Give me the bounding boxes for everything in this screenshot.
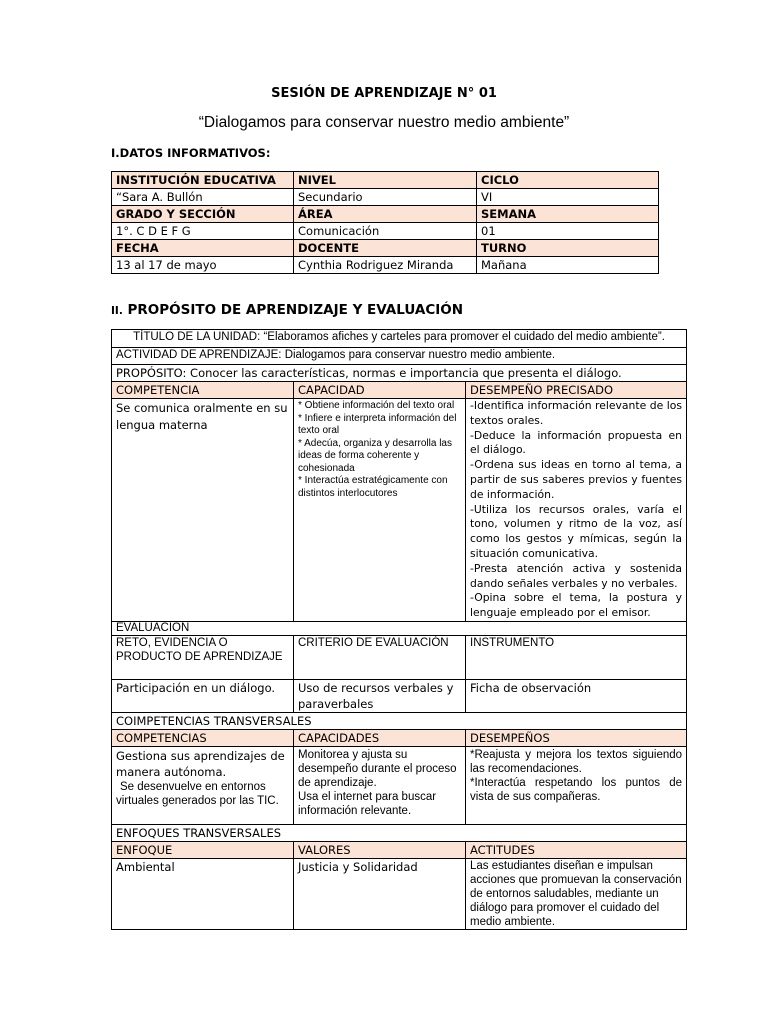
header-cell: INSTITUCIÓN EDUCATIVA: [112, 172, 294, 189]
list-item: *Reajusta y mejora los textos siguiendo las recomendaciones.: [470, 748, 683, 775]
table-row: [112, 348, 687, 365]
table-row: [112, 841, 687, 858]
learning-purpose: PROPÓSITO: Conocer las características, normas e importancia que presenta el diálogo.: [112, 365, 687, 382]
eval-cell: Uso de recursos verbales y paraverbales: [294, 679, 466, 712]
table-cell: Cynthia Rodriguez Miranda: [294, 257, 477, 274]
list-item: Monitorea y ajusta su desempeño durante el proceso de aprendizaje.: [298, 748, 457, 789]
list-item: -Identifica información relevante de los textos orales.: [470, 399, 683, 427]
valores-cell: Justicia y Solidaridad: [294, 858, 466, 929]
table-row: [112, 858, 687, 929]
eval-cell: Participación en un diálogo.: [112, 679, 294, 712]
list-item: Gestiona sus aprendizajes de manera autónoma.: [116, 748, 285, 779]
table-row: [112, 240, 659, 257]
list-item: Usa el internet para buscar información relevante.: [298, 790, 437, 817]
table-cell: 13 al 17 de mayo: [112, 257, 294, 274]
transversales-label: COIMPETENCIAS TRANSVERSALES: [112, 712, 687, 729]
table-row: [112, 824, 687, 841]
header-cell: GRADO Y SECCIÓN: [112, 206, 294, 223]
table-row: [112, 257, 659, 274]
proposito-table: [111, 329, 687, 930]
header-cell: FECHA: [112, 240, 294, 257]
actitudes-cell: Las estudiantes diseñan e impulsan acciones que promuevan la conservación de entornos saludables, mediante un diálogo para promover el cuidado del medio ambiente.: [466, 858, 687, 929]
table-cell: Secundario: [294, 189, 477, 206]
header-cell: CICLO: [477, 172, 659, 189]
table-row: [112, 172, 659, 189]
trans-capacidades-cell: [294, 746, 466, 824]
list-item: * Interactúa estratégicamente con distintos interlocutores: [298, 475, 448, 499]
header-cell: TURNO: [477, 240, 659, 257]
table-row: [112, 679, 687, 712]
eval-cell: Ficha de observación: [466, 679, 687, 712]
enfoques-label: ENFOQUES TRANSVERSALES: [112, 824, 687, 841]
eval-header-cell: RETO, EVIDENCIA O PRODUCTO DE APRENDIZAJE: [112, 635, 294, 679]
list-item: -Utiliza los recursos orales, varía el tono, volumen y ritmo de la voz, así como los gestos y mímicas, según la situación comunicativa.: [470, 502, 683, 560]
header-cell: CAPACIDADES: [294, 729, 466, 746]
list-item: -Opina sobre el tema, la postura y lenguaje empleado por el emisor.: [470, 591, 683, 620]
list-item: -Deduce la información propuesta en el diálogo.: [470, 428, 683, 457]
table-row: [112, 712, 687, 729]
header-cell: ACTITUDES: [466, 841, 687, 858]
table-cell: “Sara A. Bullón: [112, 189, 294, 206]
header-cell: SEMANA: [477, 206, 659, 223]
capacidad-cell: [294, 399, 466, 622]
table-row: [112, 635, 687, 679]
eval-header-cell: CRITERIO DE EVALUACIÓN: [294, 635, 466, 679]
session-subtitle: “Dialogamos para conservar nuestro medio ambiente”: [198, 114, 570, 131]
table-row: [112, 746, 687, 824]
datos-informativos-table: [111, 171, 659, 274]
eval-header-cell: INSTRUMENTO: [466, 635, 687, 679]
table-row: [112, 206, 659, 223]
section-heading-proposito: [111, 302, 463, 318]
list-item: -Presta atención activa y sostenida dando señales verbales y no verbales.: [470, 561, 683, 590]
section-number: II.: [111, 305, 123, 317]
table-row: [112, 399, 687, 622]
header-cell: DOCENTE: [294, 240, 477, 257]
header-cell: COMPETENCIA: [112, 382, 294, 399]
table-cell: Comunicación: [294, 223, 477, 240]
learning-activity: ACTIVIDAD DE APRENDIZAJE: Dialogamos para conservar nuestro medio ambiente.: [112, 348, 687, 365]
list-item: * Obtiene información del texto oral: [298, 400, 455, 411]
list-item: * Adecúa, organiza y desarrolla las ideas de forma coherente y cohesionada: [298, 437, 452, 474]
header-cell: NIVEL: [294, 172, 477, 189]
header-cell: VALORES: [294, 841, 466, 858]
header-cell: ÁREA: [294, 206, 477, 223]
header-cell: DESEMPEÑOS: [466, 729, 687, 746]
section-heading-text: PROPÓSITO DE APRENDIZAJE Y EVALUACIÓN: [127, 302, 464, 318]
trans-desempenos-cell: [466, 746, 687, 824]
header-cell: COMPETENCIAS: [112, 729, 294, 746]
evaluacion-label: EVALUACIÓN: [112, 621, 687, 635]
desempeno-cell: [466, 399, 687, 622]
unit-title: TÍTULO DE LA UNIDAD: “Elaboramos afiches y carteles para promover el cuidado del medio ambiente”.: [112, 330, 687, 348]
table-cell: VI: [477, 189, 659, 206]
competencia-cell: Se comunica oralmente en su lengua materna: [112, 399, 294, 622]
list-item: * Infiere e interpreta información del texto oral: [298, 412, 457, 436]
list-item: *Interactúa respetando los puntos de vista de sus compañeras.: [470, 776, 683, 803]
table-row: [112, 729, 687, 746]
section-heading-datos: I.DATOS INFORMATIVOS:: [111, 146, 271, 160]
table-cell: 01: [477, 223, 659, 240]
header-cell: CAPACIDAD: [294, 382, 466, 399]
trans-competencias-cell: [112, 746, 294, 824]
table-row: [112, 223, 659, 240]
table-cell: 1°. C D E F G: [112, 223, 294, 240]
table-row: [112, 189, 659, 206]
table-row: [112, 365, 687, 382]
table-row: [112, 330, 687, 348]
list-item: -Ordena sus ideas en torno al tema, a partir de sus saberes previos y fuentes de información.: [470, 458, 683, 501]
table-row: [112, 382, 687, 399]
list-item: Se desenvuelve en entornos virtuales generados por las TIC.: [116, 780, 279, 807]
page-title: SESIÓN DE APRENDIZAJE N° 01: [271, 86, 497, 101]
header-cell: DESEMPEÑO PRECISADO: [466, 382, 687, 399]
header-cell: ENFOQUE: [112, 841, 294, 858]
table-row: [112, 621, 687, 635]
table-cell: Mañana: [477, 257, 659, 274]
enfoque-cell: Ambiental: [112, 858, 294, 929]
